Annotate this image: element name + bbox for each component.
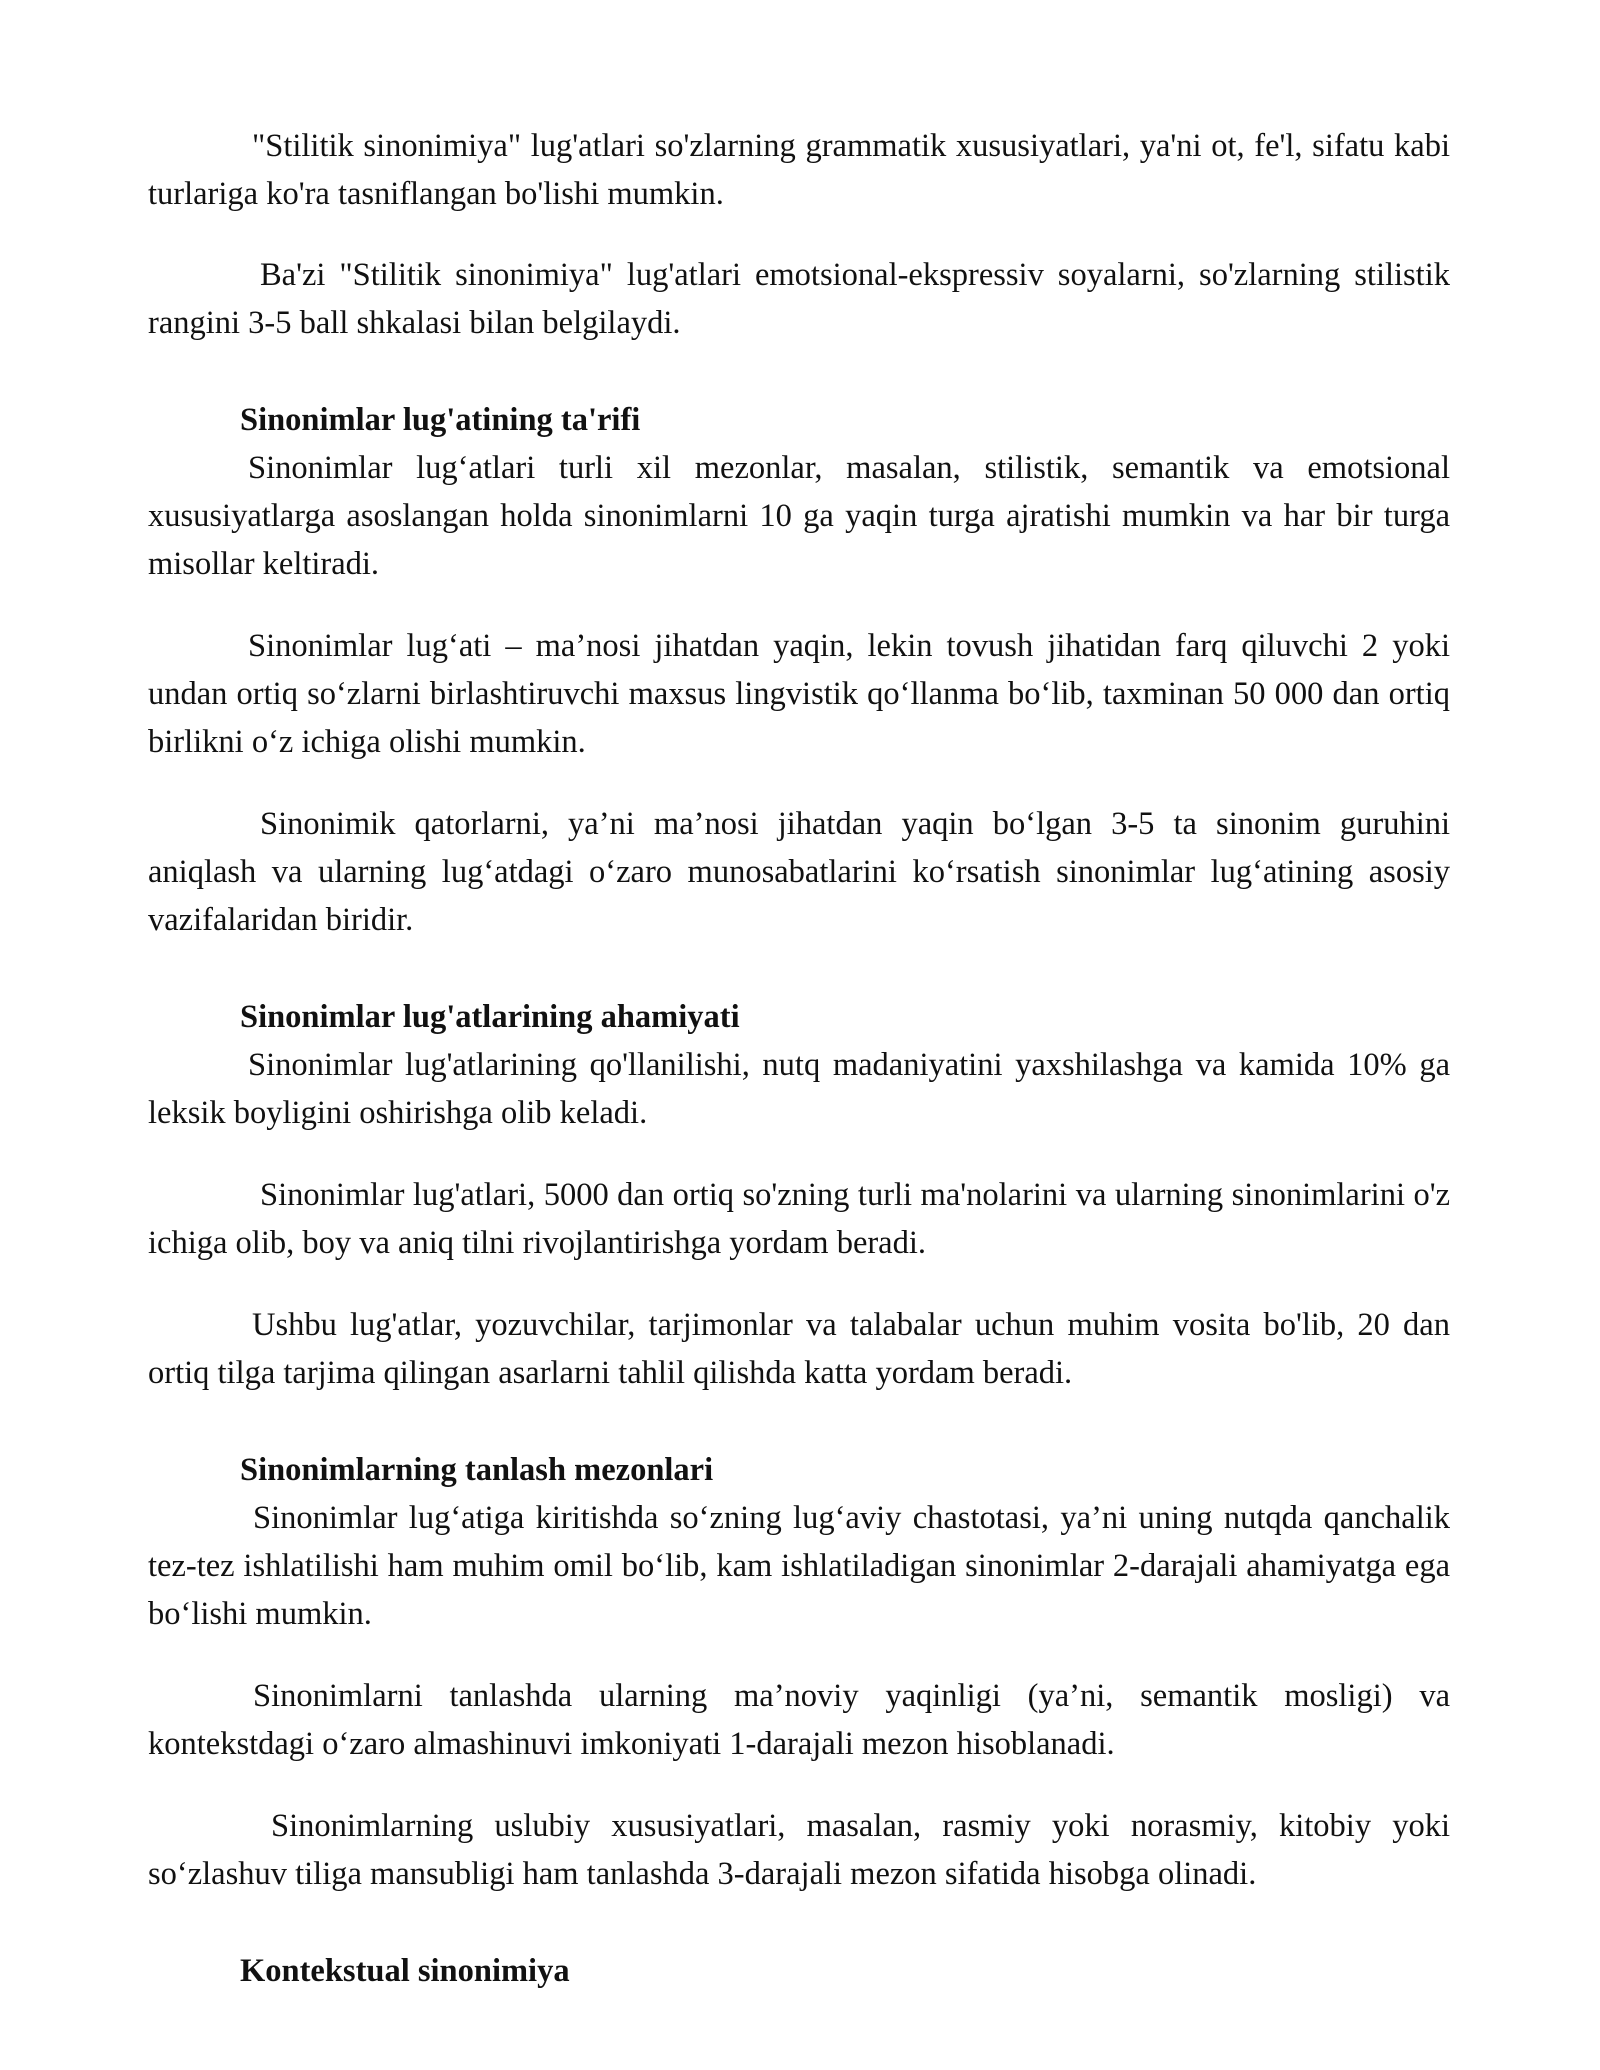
paragraph-stylistic-emotional: Ba'zi "Stilitik sinonimiya" lug'atlari emotsional-ekspressiv soyalarni, so'zlarning stilistik rangini 3-5 ball shkalasi bilan belgilaydi. <box>148 257 1450 341</box>
paragraph-importance-speech: Sinonimlar lug'atlarining qo'llanilishi, nutq madaniyatini yaxshilashga va kamida 10% ga leksik boyligini oshirishga olib keladi. <box>148 1047 1450 1131</box>
paragraph-criteria-frequency: Sinonimlar lug‘atiga kiritishda so‘zning lug‘aviy chastotasi, ya’ni uning nutqda qanchalik tez-tez ishlatilishi ham muhim omil bo‘lib, kam ishlatiladigan sinonimlar 2-darajali ahamiyatga ega bo‘lishi mumkin. <box>148 1500 1450 1632</box>
heading-definition: Sinonimlar lug'atining ta'rifi <box>240 402 641 438</box>
paragraph-criteria-semantic: Sinonimlarni tanlashda ularning ma’noviy yaqinligi (ya’ni, semantik mosligi) va kontekstdagi o‘zaro almashinuvi imkoniyati 1-darajali mezon hisoblanadi. <box>148 1678 1450 1762</box>
document-page <box>148 122 1450 1995</box>
paragraph-stylistic-grammatical: "Stilitik sinonimiya" lug'atlari so'zlarning grammatik xususiyatlari, ya'ni ot, fe'l, sifatu kabi turlariga ko'ra tasniflangan bo'lishi mumkin. <box>148 128 1450 212</box>
paragraph-definition-types: Sinonimlar lug‘atlari turli xil mezonlar, masalan, stilistik, semantik va emotsional xususiyatlarga asoslangan holda sinonimlarni 10 ga yaqin turga ajratishi mumkin va har bir turga misollar keltiradi. <box>148 450 1450 582</box>
paragraph-importance-vocabulary: Sinonimlar lug'atlari, 5000 dan ortiq so'zning turli ma'nolarini va ularning sinonimlarini o'z ichiga olib, boy va aniq tilni rivojlantirishga yordam beradi. <box>148 1177 1450 1261</box>
heading-selection-criteria: Sinonimlarning tanlash mezonlari <box>240 1452 714 1488</box>
paragraph-synonym-series: Sinonimik qatorlarni, ya’ni ma’nosi jihatdan yaqin bo‘lgan 3-5 ta sinonim guruhini aniqlash va ularning lug‘atdagi o‘zaro munosabatlarini ko‘rsatish sinonimlar lug‘atining asosiy vazifalaridan biridir. <box>148 806 1450 938</box>
paragraph-criteria-style: Sinonimlarning uslubiy xususiyatlari, masalan, rasmiy yoki norasmiy, kitobiy yoki so‘zlashuv tiliga mansubligi ham tanlashda 3-darajali mezon sifatida hisobga olinadi. <box>148 1808 1450 1892</box>
paragraph-importance-writers: Ushbu lug'atlar, yozuvchilar, tarjimonlar va talabalar uchun muhim vosita bo'lib, 20 dan ortiq tilga tarjima qilingan asarlarni tahlil qilishda katta yordam beradi. <box>148 1307 1450 1391</box>
heading-importance: Sinonimlar lug'atlarining ahamiyati <box>240 999 740 1035</box>
heading-contextual-synonymy: Kontekstual sinonimiya <box>240 1953 570 1989</box>
paragraph-definition-dictionary: Sinonimlar lug‘ati – ma’nosi jihatdan yaqin, lekin tovush jihatidan farq qiluvchi 2 yoki undan ortiq so‘zlarni birlashtiruvchi maxsus lingvistik qo‘llanma bo‘lib, taxminan 50 000 dan ortiq birlikni o‘z ichiga olishi mumkin. <box>148 628 1450 760</box>
